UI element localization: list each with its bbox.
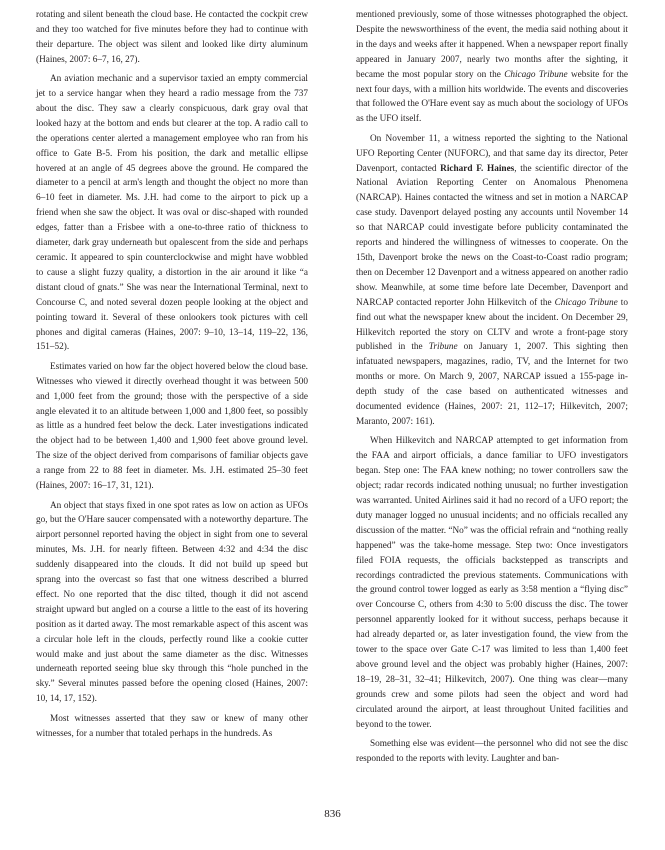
text-run: to find out what the newspaper knew about the incident. On December 29, Hilkevitch reported the story on CLTV and wrote a front-page story published in the [356,297,628,353]
paragraph: An aviation mechanic and a supervisor taxied an empty commercial jet to a service hangar when they heard a radio message from the 737 about the disc. They saw a clearly conspicuous, dark gray oval that looked hazy at the bottom and ends but clearer at the top. A radio call to the operations center alerted a management employee who ran from his office to Gate B-5. From his position, the dark and metallic ellipse hovered at an angle of 45 degrees above the ground. He compared the diameter to a pencil at arm's length and thought the object no more than 6–10 feet in diameter. Ms. J.H. had come to the airport to pick up a friend when she saw the object. It was oval or disc-shaped with rounded edges, fatter than a Frisbee with a one-to-three ratio of thickness to diameter, dark gray underneath but opalescent from the side and perhaps ceramic. It appeared to spin counterclockwise and might have wobbled to cause a slight fuzzy quality, a distortion in the air around it like “a distant cloud of gnats.” She was near the International Terminal, next to Concourse C, and noted several dozen people looking at the object and pointing toward it. Several of these onlookers took pictures with cell phones and digital cameras (Haines, 2007: 9–10, 13–14, 119–22, 136, 151–52). [36,74,308,353]
paragraph: An object that stays fixed in one spot rates as low on action as UFOs go, but the O'Hare saucer compensated with a noteworthy departure. The airport personnel reported having the object in sight from one to several minutes, Ms. J.H. for nearly fifteen. Between 4:32 and 4:34 the disc suddenly disappeared into the clouds. It did not build up speed but sprang into the overcast so fast that one witness described a blurred effect. No one reported that the disc tilted, though it did not ascend straight upward but angled on a course a little to the east of its hovering position as it darted away. The most remarkable aspect of this ascent was a circular hole left in the clouds, perfectly round like a cookie cutter would make and just about the same diameter as the disc. Witnesses underneath reported seeing blue sky through this “hole punched in the sky.” Several minutes passed before the opening closed (Haines, 2007: 10, 14, 17, 152). [36,500,308,705]
text-run: on January 1, 2007. This sighting then infatuated newspapers, magazines, radio, TV, and the Internet for two months or more. On March 9, 2007, NARCAP issued a 155-page in-depth study of the case based on authenticated witnesses and documented evidence (Haines, 2007: 21, 112–17; Hilkevitch, 2007; Maranto, 2007: 161). [356,342,629,427]
paragraph: When Hilkevitch and NARCAP attempted to get information from the FAA and airport officials, a dance familiar to UFO investigators began. Step one: The FAA knew nothing; no tower controllers saw the object; radar records indicated nothing unusual; no further investigation was warranted. United Airlines said it had no record of a UFO report; the duty manager logged no unusual incidents; and no officials recalled any discussion of the matter. “No” was the official refrain and “nothing really happened” was the take-home message. Step two: Once investigators filed FOIA requests, the officials backstepped as transcripts and recordings contradicted the previous statements. Communications with the ground control tower logged as early as 3:58 mention a “flying disc” over Concourse C, others from 4:30 to 5:00 discuss the disc. The tower personnel apparently looked for it without success, perhaps because it had already departed or, as later investigation found, the view from the tower to the space over Gate C-17 was limited to less than 1,400 feet above ground level and the object was probably higher (Haines, 2007: 18–19, 28–31, 32–41; Hilkevitch, 2007). One thing was clear—many grounds crew and some pilots had seen the object and word had circulated around the airport, at least throughout United facilities and beyond to the tower. [356,436,628,730]
newspaper-title: Chicago Tribune [554,297,618,308]
newspaper-title: Chicago Tribune [504,69,568,80]
paragraph: rotating and silent beneath the cloud base. He contacted the cockpit crew and they too watched for five minutes before they had to continue with their departure. The object was silent and looked like dirty aluminum (Haines, 2007: 6–7, 16, 27). [36,10,308,65]
text-run: mentioned previously, some of those witnesses photographed the object. Despite the newsworthiness of the event, the media said nothing about it in the days and weeks after it happened. When a newspaper report finally appeared in January 2007, nearly two months after the sighting, it became the most popular story on the [356,10,628,80]
paragraph [356,8,628,127]
paragraph [356,132,628,430]
text-run: website for the next four days, with a million hits worldwide. The events and discoveries that followed the O'Hare event say as much about the sociology of UFOs as the UFO itself. [356,69,628,125]
text-run: , the scientific director of the National Aviation Reporting Center on Anomalous Phenomena (NARCAP). Haines contacted the witness and set in motion a NARCAP case study. Davenport delayed posting any accounts until November 14 so that NARCAP could investigate before publicity contaminated the reports and hindered the willingness of witnesses to cooperate. On the 15th, Davenport broke the news on the Coast-to-Coast radio program; then on December 12 Davenport and a witness appeared on another radio show. Meanwhile, at some time before late December, Davenport and NARCAP contacted reporter John Hilkevitch of the [356,163,628,308]
page-number: 836 [324,808,341,820]
paragraph: Estimates varied on how far the object hovered below the cloud base. Witnesses who viewed it directly overhead thought it was between 500 and 1,000 feet from the ground; those with the perspective of a side angle elevated it to an altitude between 1,000 and 1,800 feet, so possibly as little as a hundred feet below the deck. Later investigations indicated the object had to be between 1,400 and 1,900 feet above ground level. The size of the object derived from comparisons of familiar objects gave a range from 22 to 88 feet in diameter. Ms. J.H. estimated 25–30 feet (Haines, 2007: 16–17, 31, 121). [36,361,308,492]
left-text-column [36,8,308,742]
paragraph: Most witnesses asserted that they saw or knew of many other witnesses, for a number that totaled perhaps in the hundreds. As [36,713,308,739]
right-text-column [356,8,628,767]
paragraph: Something else was evident—the personnel who did not see the disc responded to the reports with levity. Laughter and ban- [356,739,628,764]
text-run: On November 11, a witness reported the sighting to the National UFO Reporting Center (NUFORC), and that same day its director, Peter Davenport, contacted [356,133,628,174]
person-name-bold: Richard F. Haines [440,163,515,174]
newspaper-title: Tribune [428,342,458,353]
